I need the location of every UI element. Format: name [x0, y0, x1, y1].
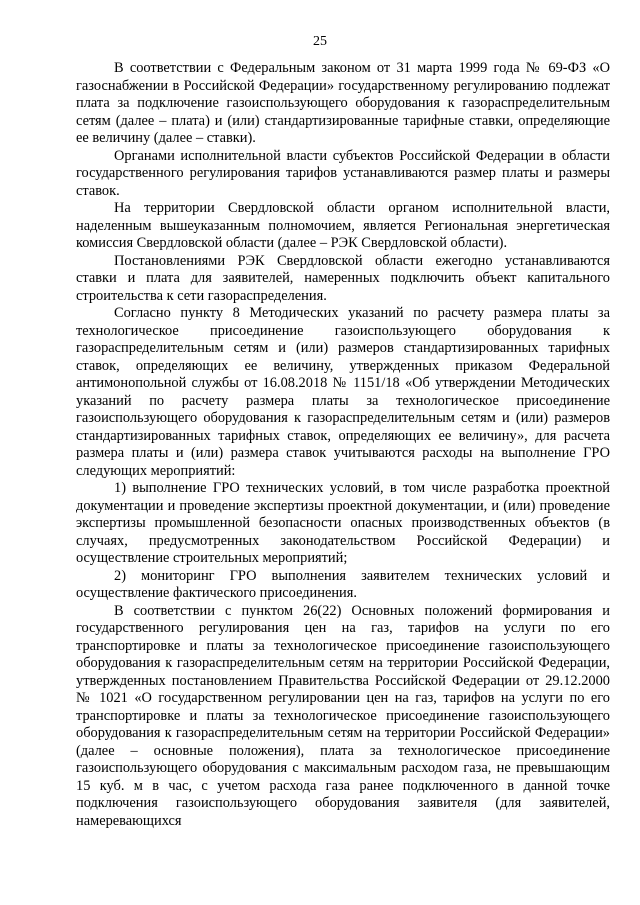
paragraph-executive-authorities: Органами исполнительной власти субъектов Российской Федерации в области государственного регулирования тарифов устанавливаются размер платы и размеры ставок. [76, 147, 610, 199]
paragraph-gas-supply-law: В соответствии с Федеральным законом от 31 марта 1999 года № 69-ФЗ «О газоснабжении в Российской Федерации» государственному регулированию подлежат плата за подключение газоиспользующего оборудования к газораспределительным сетям (далее – плата) и (или) стандартизированные тарифные ставки, определяющие ее величину (далее – ставки). [76, 60, 610, 146]
paragraph-rek-sverdlovsk: На территории Свердловской области органом исполнительной власти, наделенным вышеуказанным полномочием, является Региональная энергетическая комиссия Свердловской области (далее – РЭК Свердловской области). [76, 200, 610, 251]
paragraph-basic-provisions: В соответствии с пунктом 26(22) Основных положений формирования и государственного регулирования цен на газ, тарифов на услуги по его транспортировке и платы за технологическое присоединение газоиспользующего оборудования к газораспределительным сетям на территории Российской Федерации, утвержденных постановлением Правительства Российской Федерации от 29.12.2000 № 1021 «О государственном регулировании цен на газ, тарифов на услуги по его транспортировке и платы за технологическое присоединение газоиспользующего оборудования к газораспределительным сетям на территории Российской Федерации» (далее – основные положения), плата за технологическое присоединение газоиспользующего оборудования с максимальным расходом газа, не превышающим 15 куб. м в час, с учетом расхода газа ранее подключенного в данной точке подключения газоиспользующего оборудования заявителя (для заявителей, намеревающихся [76, 602, 610, 829]
list-item-1: 1) выполнение ГРО технических условий, в том числе разработка проектной документации и проведение экспертизы проектной документации, и (или) проведение экспертизы промышленной безопасности опасных производственных объектов (в случаях, предусмотренных законодательством Российской Федерации) и осуществление строительных мероприятий; [76, 480, 610, 566]
page-number: 25 [313, 34, 327, 49]
list-item-2: 2) мониторинг ГРО выполнения заявителем технических условий и осуществление фактического присоединения. [76, 567, 610, 601]
document-body [76, 60, 610, 830]
paragraph-annual-resolutions: Постановлениями РЭК Свердловской области ежегодно устанавливаются ставки и плата для заявителей, намеренных подключить объект капитального строительства к сети газораспределения. [76, 252, 610, 304]
paragraph-methodical-guidelines: Согласно пункту 8 Методических указаний по расчету размера платы за технологическое присоединение газоиспользующего оборудования к газораспределительным сетям и (или) размеров стандартизированных тарифных ставок, определяющих ее величину, утвержденных приказом Федеральной антимонопольной службы от 16.08.2018 № 1151/18 «Об утверждении Методических указаний по расчету размера платы за технологическое присоединение газоиспользующего оборудования к газораспределительным сетям и (или) размеров стандартизированных тарифных ставок, определяющих ее величину», для расчета размера платы и (или) размера ставок учитываются расходы на выполнение ГРО следующих мероприятий: [76, 305, 610, 479]
